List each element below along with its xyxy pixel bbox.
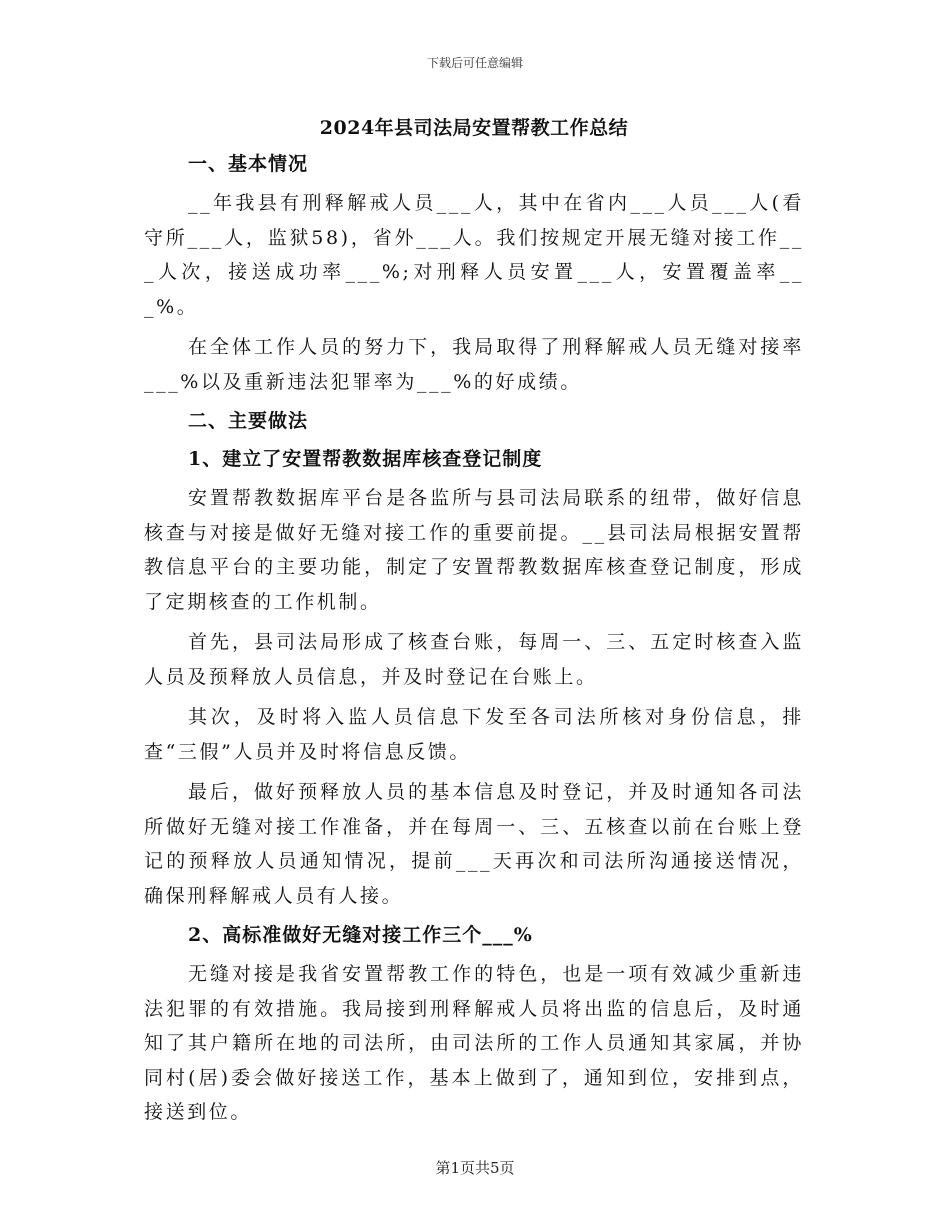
paragraph: __年我县有刑释解戒人员___人，其中在省内___人员___人(看守所___人，监狱58)，省外___人。我们按规定开展无缝对接工作___人次，接送成功率___%;对刑释人员安置___人，安置覆盖率___%。 — [144, 192, 804, 318]
subsection-heading-seamless: 2、高标准做好无缝对接工作三个___% — [188, 924, 533, 946]
document-title: 2024年县司法局安置帮教工作总结 — [319, 117, 629, 139]
paragraph: 安置帮教数据库平台是各监所与县司法局联系的纽带，做好信息核查与对接是做好无缝对接工作的重要前提。__县司法局根据安置帮教信息平台的主要功能，制定了安置帮教数据库核查登记制度，形成了定期核查的工作机制。 — [144, 487, 804, 613]
paragraph: 最后，做好预释放人员的基本信息及时登记，并及时通知各司法所做好无缝对接工作准备，并在每周一、三、五核查以前在台账上登记的预释放人员通知情况，提前___天再次和司法所沟通接送情况，确保刑释解戒人员有人接。 — [144, 781, 804, 907]
header-note: 下载后可任意编辑 — [426, 56, 523, 70]
document-body — [144, 112, 804, 1136]
paragraph: 其次，及时将入监人员信息下发至各司法所核对身份信息，排查“三假”人员并及时将信息反馈。 — [144, 706, 804, 763]
paragraph: 在全体工作人员的努力下，我局取得了刑释解戒人员无缝对接率___%以及重新违法犯罪率为___%的好成绩。 — [144, 336, 804, 393]
paragraph: 首先，县司法局形成了核查台账，每周一、三、五定时核查入监人员及预释放人员信息，并及时登记在台账上。 — [144, 631, 804, 688]
section-heading-main-practices: 二、主要做法 — [188, 410, 309, 432]
section-heading-basic-info: 一、基本情况 — [188, 153, 309, 175]
paragraph: 无缝对接是我省安置帮教工作的特色，也是一项有效减少重新违法犯罪的有效措施。我局接到刑释解戒人员将出监的信息后，及时通知了其户籍所在地的司法所，由司法所的工作人员通知其家属，并协同村(居)委会做好接送工作，基本上做到了，通知到位，安排到点，接送到位。 — [144, 963, 804, 1123]
page-number: 第1页共5页 — [435, 1159, 515, 1177]
subsection-heading-database: 1、建立了安置帮教数据库核查登记制度 — [188, 448, 543, 470]
